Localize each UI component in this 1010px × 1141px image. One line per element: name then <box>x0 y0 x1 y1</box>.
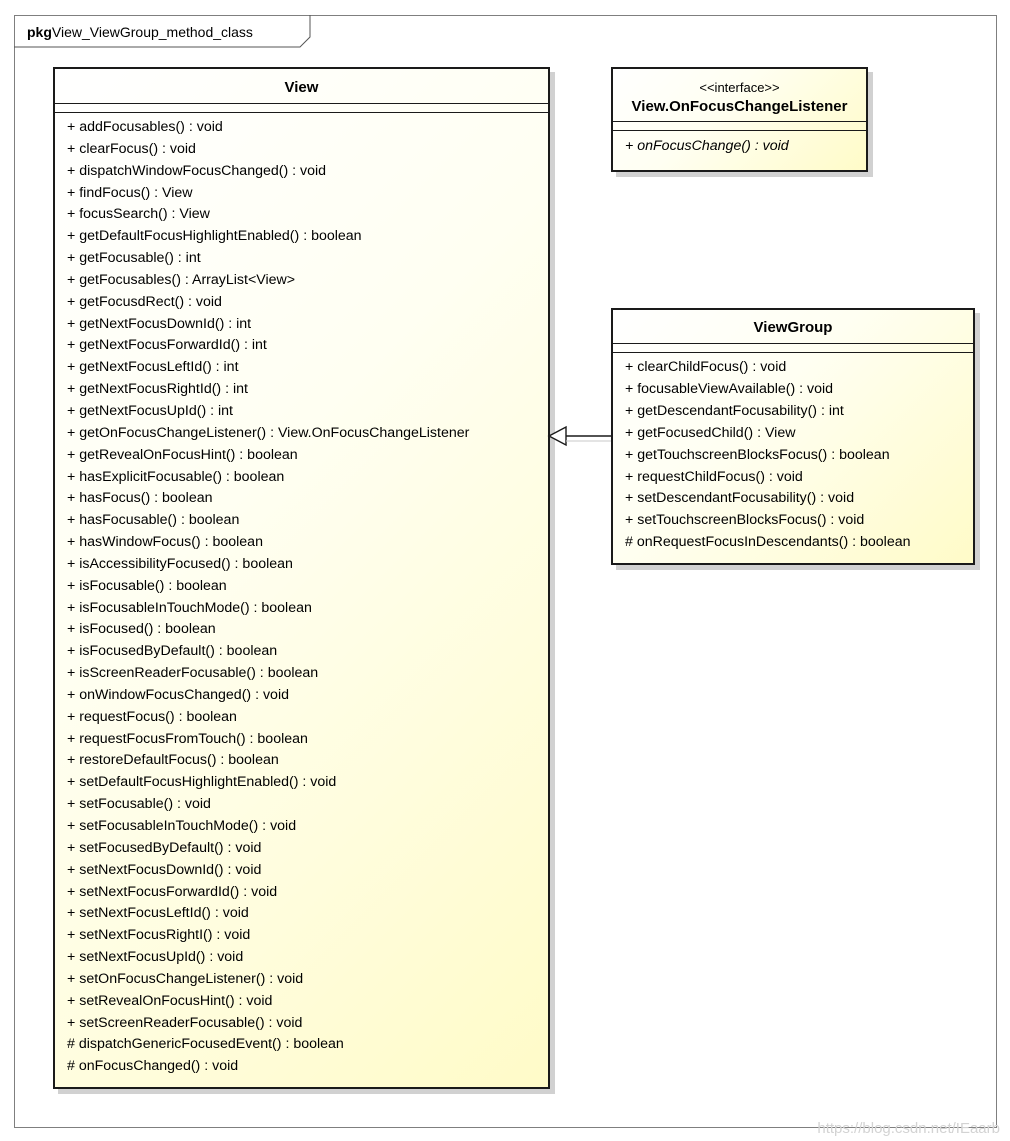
method-item: + getFocusables() : ArrayList<View> <box>67 271 296 288</box>
method-item: + requestFocus() : boolean <box>67 708 237 725</box>
method-item: # onFocusChanged() : void <box>67 1058 239 1075</box>
method-item: + isFocusable() : boolean <box>67 577 227 594</box>
method-item: + hasExplicitFocusable() : boolean <box>67 468 285 485</box>
method-item: + getDefaultFocusHighlightEnabled() : boolean <box>67 228 362 245</box>
method-item: + getNextFocusForwardId() : int <box>67 337 267 354</box>
method-item: + getNextFocusDownId() : int <box>67 315 252 332</box>
method-item: + getFocusable() : int <box>67 250 201 267</box>
method-item: + setFocusable() : void <box>67 796 211 813</box>
method-item: + clearFocus() : void <box>67 140 196 157</box>
method-item: + getRevealOnFocusHint() : boolean <box>67 446 298 463</box>
method-item: + restoreDefaultFocus() : boolean <box>67 752 279 769</box>
package-keyword: pkg <box>27 24 52 40</box>
method-item: + getDescendantFocusability() : int <box>625 402 844 419</box>
method-item: + setNextFocusRightI() : void <box>67 927 251 944</box>
method-item: + getNextFocusRightId() : int <box>67 381 248 398</box>
method-item: + setFocusableInTouchMode() : void <box>67 818 297 834</box>
method-item: + setNextFocusUpId() : void <box>67 949 244 966</box>
method-item: + focusSearch() : View <box>67 206 210 223</box>
method-item: + setTouchscreenBlocksFocus() : void <box>625 512 865 529</box>
method-item: + setNextFocusForwardId() : void <box>67 883 278 900</box>
method-item: + onWindowFocusChanged() : void <box>67 686 289 703</box>
class-viewgroup-name: ViewGroup <box>753 319 833 336</box>
method-item: + dispatchWindowFocusChanged() : void <box>67 162 327 179</box>
method-item: + clearChildFocus() : void <box>625 359 787 375</box>
method-item: + onFocusChange() : void <box>625 138 789 154</box>
method-item: + setNextFocusDownId() : void <box>67 861 262 878</box>
method-item: + getNextFocusLeftId() : int <box>67 359 239 376</box>
method-item: + addFocusables() : void <box>67 119 223 135</box>
method-item: + setScreenReaderFocusable() : void <box>67 1014 303 1031</box>
method-item: + setDefaultFocusHighlightEnabled() : void <box>67 774 337 791</box>
method-item: + getTouchscreenBlocksFocus() : boolean <box>625 446 890 463</box>
method-item: + isAccessibilityFocused() : boolean <box>67 555 293 572</box>
class-view-name: View <box>284 79 319 96</box>
method-item: + isFocusedByDefault() : boolean <box>67 643 278 660</box>
method-item: # dispatchGenericFocusedEvent() : boolean <box>67 1036 344 1053</box>
package-name: View_ViewGroup_method_class <box>51 24 253 40</box>
method-item: + setFocusedByDefault() : void <box>67 839 262 856</box>
method-item: + isScreenReaderFocusable() : boolean <box>67 665 319 682</box>
method-item: + setOnFocusChangeListener() : void <box>67 970 304 987</box>
method-item: + findFocus() : View <box>67 184 193 201</box>
method-item: + isFocused() : boolean <box>67 621 216 638</box>
method-item: + setRevealOnFocusHint() : void <box>67 992 273 1009</box>
method-item: + getOnFocusChangeListener() : View.OnFocusChangeListener <box>67 424 470 441</box>
method-item: + requestChildFocus() : void <box>625 468 803 485</box>
method-item: + hasFocusable() : boolean <box>67 512 240 529</box>
method-item: + getFocusdRect() : void <box>67 293 222 310</box>
method-item: # onRequestFocusInDescendants() : boolean <box>625 534 911 551</box>
method-item: + getNextFocusUpId() : int <box>67 402 233 419</box>
method-item: + isFocusableInTouchMode() : boolean <box>67 599 312 616</box>
method-item: + setDescendantFocusability() : void <box>625 490 855 507</box>
method-item: + focusableViewAvailable() : void <box>625 380 834 397</box>
method-item: + hasFocus() : boolean <box>67 490 213 507</box>
generalization-arrowhead <box>549 427 566 445</box>
method-item: + getFocusedChild() : View <box>625 424 796 441</box>
method-item: + hasWindowFocus() : boolean <box>67 534 263 551</box>
method-item: + setNextFocusLeftId() : void <box>67 905 249 922</box>
interface-stereotype: <<interface>> <box>699 80 780 95</box>
method-item: + requestFocusFromTouch() : boolean <box>67 730 308 747</box>
watermark: https://blog.csdn.net/IEaarb <box>817 1120 1000 1137</box>
interface-name: View.OnFocusChangeListener <box>631 98 848 115</box>
